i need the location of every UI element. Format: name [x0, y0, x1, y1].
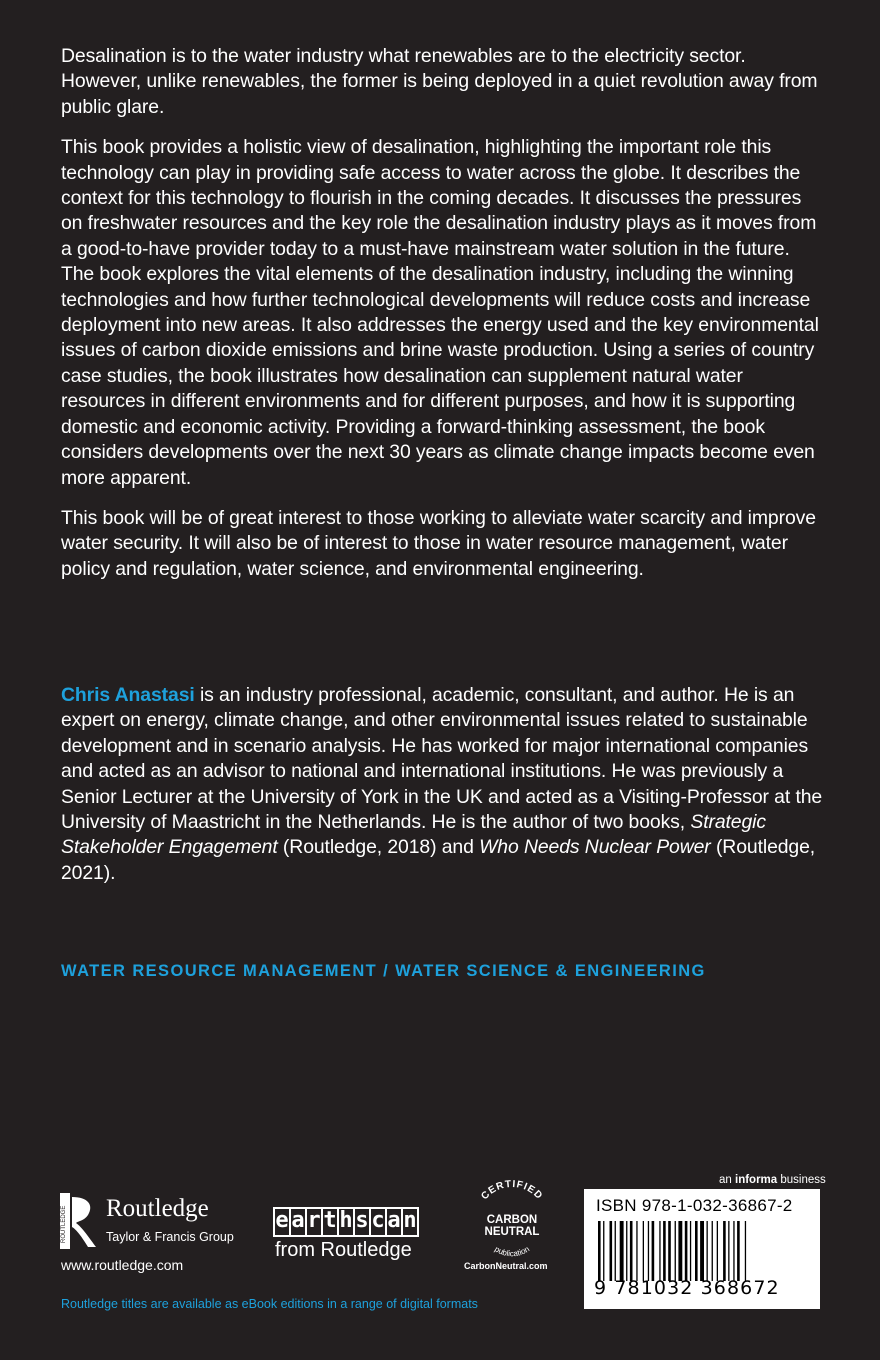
informa-bold: informa	[735, 1174, 778, 1186]
carbon-top-text: CERTIFIED	[479, 1178, 545, 1203]
carbon-site: CarbonNeutral.com	[464, 1261, 548, 1271]
book-description	[61, 44, 821, 597]
informa-prefix: an	[719, 1174, 735, 1186]
earthscan-letter: a	[289, 1207, 307, 1237]
earthscan-logo	[273, 1207, 441, 1267]
routledge-r-icon	[60, 1193, 98, 1249]
barcode-graphic	[598, 1221, 806, 1281]
earthscan-from: from Routledge	[275, 1239, 412, 1261]
book-title-2: Who Needs Nuclear Power	[479, 836, 711, 859]
earthscan-letter: t	[321, 1207, 339, 1237]
publisher-group: Taylor & Francis Group	[106, 1230, 234, 1244]
earthscan-letter: e	[273, 1207, 291, 1237]
author-name: Chris Anastasi	[61, 684, 195, 706]
earthscan-letter: r	[305, 1207, 323, 1237]
earthscan-letter: n	[401, 1207, 419, 1237]
author-bio	[61, 683, 831, 886]
carbon-bottom-text: publication	[492, 1244, 532, 1259]
bio-text-2: (Routledge, 2018) and	[277, 836, 480, 859]
routledge-logo	[60, 1193, 260, 1263]
isbn-barcode-box	[584, 1189, 820, 1309]
barcode-digits: 9 781032 368672	[594, 1277, 780, 1299]
svg-text:publication	[493, 1244, 531, 1258]
description-paragraph-3: This book will be of great interest to those working to alleviate water scarcity and improve water security. It will also be of interest to those in water resource management, water policy and regulation, water science, and environmental engineering.	[61, 506, 816, 580]
book-title-1: Strategic Stakeholder Engagement	[61, 811, 766, 859]
svg-text:CERTIFIED	[479, 1179, 544, 1202]
informa-tagline	[719, 1174, 826, 1186]
bio-text-3: (Routledge, 2021).	[61, 836, 816, 884]
earthscan-wordmark	[273, 1207, 417, 1237]
publisher-url: www.routledge.com	[61, 1257, 184, 1273]
subject-category: WATER RESOURCE MANAGEMENT / WATER SCIENCE & ENGINEERING	[61, 962, 706, 980]
ebook-note: Routledge titles are available as eBook editions in a range of digital formats	[61, 1297, 478, 1311]
earthscan-letter: s	[353, 1207, 371, 1237]
earthscan-letter: a	[385, 1207, 403, 1237]
earthscan-letter: c	[369, 1207, 387, 1237]
carbon-neutral-seal	[462, 1175, 562, 1275]
earthscan-letter: h	[337, 1207, 355, 1237]
carbon-line1: CARBON	[486, 1214, 538, 1226]
bio-text-1: is an industry professional, academic, consultant, and author. He is an expert on energy, climate change, and other environmental issues related to sustainable development and in scenario analysis. He has worked for major international companies and acted as an advisor to national and international institutions. He was previously a Senior Lecturer at the University of York in the UK and acted as a Visiting-Professor at the University of Maastricht in the Netherlands. He is the author of two books,	[61, 684, 823, 834]
informa-suffix: business	[777, 1174, 826, 1186]
description-paragraph-1: Desalination is to the water industry what renewables are to the electricity sector. However, unlike renewables, the former is being deployed in a quiet revolution away from public glare.	[61, 45, 818, 118]
isbn-label: ISBN 978-1-032-36867-2	[596, 1196, 793, 1215]
publisher-name: Routledge	[106, 1195, 209, 1222]
svg-text:ROUTLEDGE: ROUTLEDGE	[61, 1205, 67, 1243]
carbon-line2: NEUTRAL	[484, 1226, 540, 1238]
description-paragraph-2: This book provides a holistic view of desalination, highlighting the important role this technology can play in providing safe access to water across the globe. It describes the context for this technology to flourish in the coming decades. It discusses the pressures on freshwater resources and the key role the desalination industry plays as it moves from a good-to-have provider today to a must-have mainstream water solution in the future. The book explores the vital elements of the desalination industry, including the winning technologies and how further technological developments will reduce costs and increase deployment into new areas. It also addresses the energy used and the key environmental issues of carbon dioxide emissions and brine waste production. Using a series of country case studies, the book illustrates how desalination can supplement natural water resources in different environments and for different purposes, and how it is supporting domestic and economic activity. Providing a forward-thinking assessment, the book considers developments over the next 30 years as climate change impacts become even more apparent.	[61, 136, 819, 489]
